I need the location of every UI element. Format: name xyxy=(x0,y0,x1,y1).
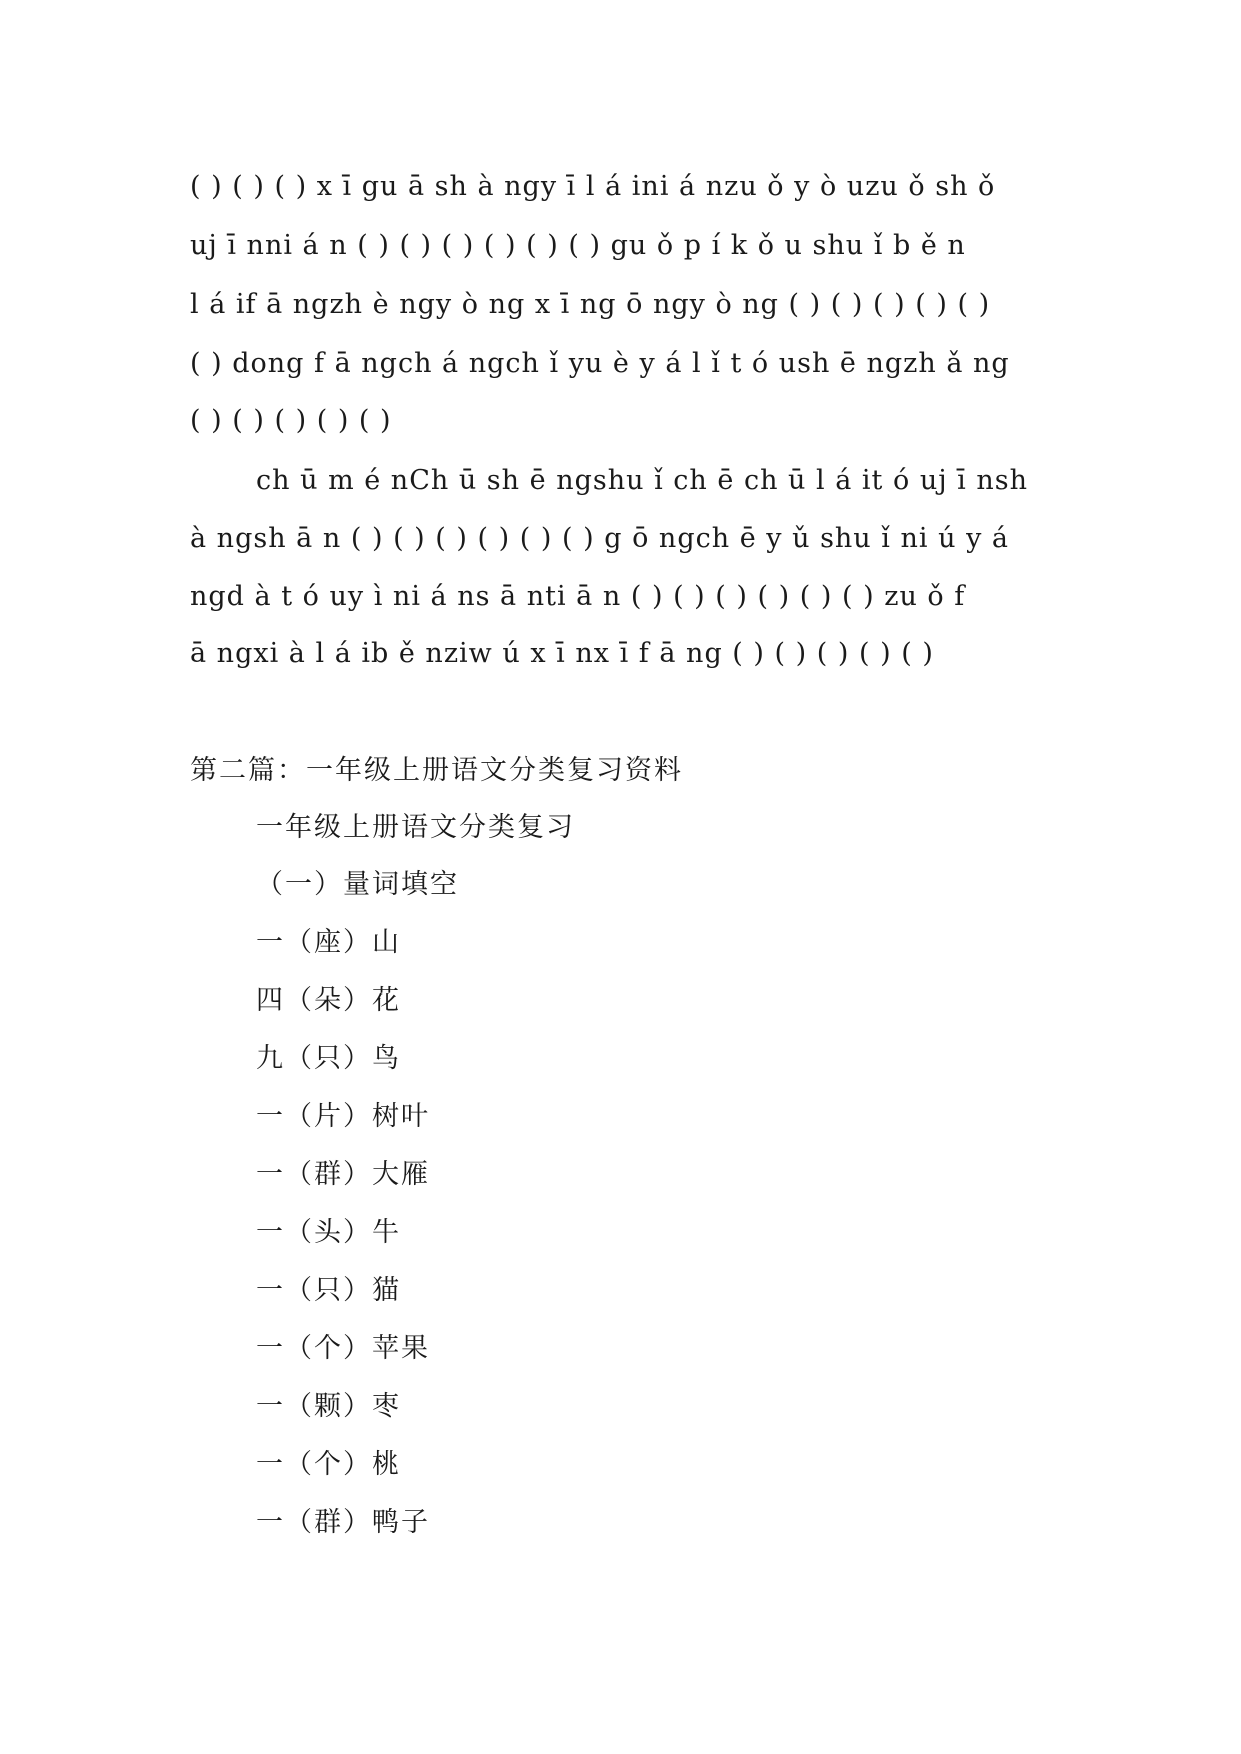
list-item: 一（个）苹果 xyxy=(256,1333,430,1364)
list-item: 一（群）鸭子 xyxy=(256,1507,430,1538)
pinyin-line-9: ā ngxi à l á ib ě nziw ú x ī nx ī f ā ng ( ) ( ) ( ) ( ) ( ) xyxy=(190,638,934,669)
pinyin-line-3: l á if ā ngzh è ngy ò ng x ī ng ō ngy ò ng ( ) ( ) ( ) ( ) ( ) xyxy=(190,289,991,320)
pinyin-line-6: ch ū m é nCh ū sh ē ngshu ǐ ch ē ch ū l á it ó uj ī nsh xyxy=(256,465,1029,496)
pinyin-line-5: ( ) ( ) ( ) ( ) ( ) xyxy=(190,405,392,436)
pinyin-line-4: ( ) dong f ā ngch á ngch ǐ yu è y á l ǐ t ó ush ē ngzh ǎ ng xyxy=(190,348,1010,379)
list-item: 一（片）树叶 xyxy=(256,1101,430,1132)
part-two-heading: 第二篇：一年级上册语文分类复习资料 xyxy=(190,755,683,786)
pinyin-line-8: ngd à t ó uy ì ni á ns ā nti ā n ( ) ( ) ( ) ( ) ( ) ( ) zu ǒ f xyxy=(190,581,966,612)
list-item: 一（个）桃 xyxy=(256,1449,401,1480)
section-title: （一）量词填空 xyxy=(256,869,459,900)
pinyin-line-2: uj ī nni á n ( ) ( ) ( ) ( ) ( ) ( ) gu ǒ p í k ǒ u shu ǐ b ě n xyxy=(190,230,966,261)
list-item: 一（颗）枣 xyxy=(256,1391,401,1422)
list-item: 一（头）牛 xyxy=(256,1217,401,1248)
part-two-subtitle: 一年级上册语文分类复习 xyxy=(256,812,575,843)
list-item: 四（朵）花 xyxy=(256,985,401,1016)
pinyin-line-7: à ngsh ā n ( ) ( ) ( ) ( ) ( ) ( ) g ō ngch ē y ǔ shu ǐ ni ú y á xyxy=(190,523,1010,554)
list-item: 一（座）山 xyxy=(256,927,401,958)
list-item: 一（群）大雁 xyxy=(256,1159,430,1190)
pinyin-line-1: ( ) ( ) ( ) x ī gu ā sh à ngy ī l á ini á nzu ǒ y ò uzu ǒ sh ǒ xyxy=(190,171,996,202)
list-item: 一（只）猫 xyxy=(256,1275,401,1306)
list-item: 九（只）鸟 xyxy=(256,1043,401,1074)
